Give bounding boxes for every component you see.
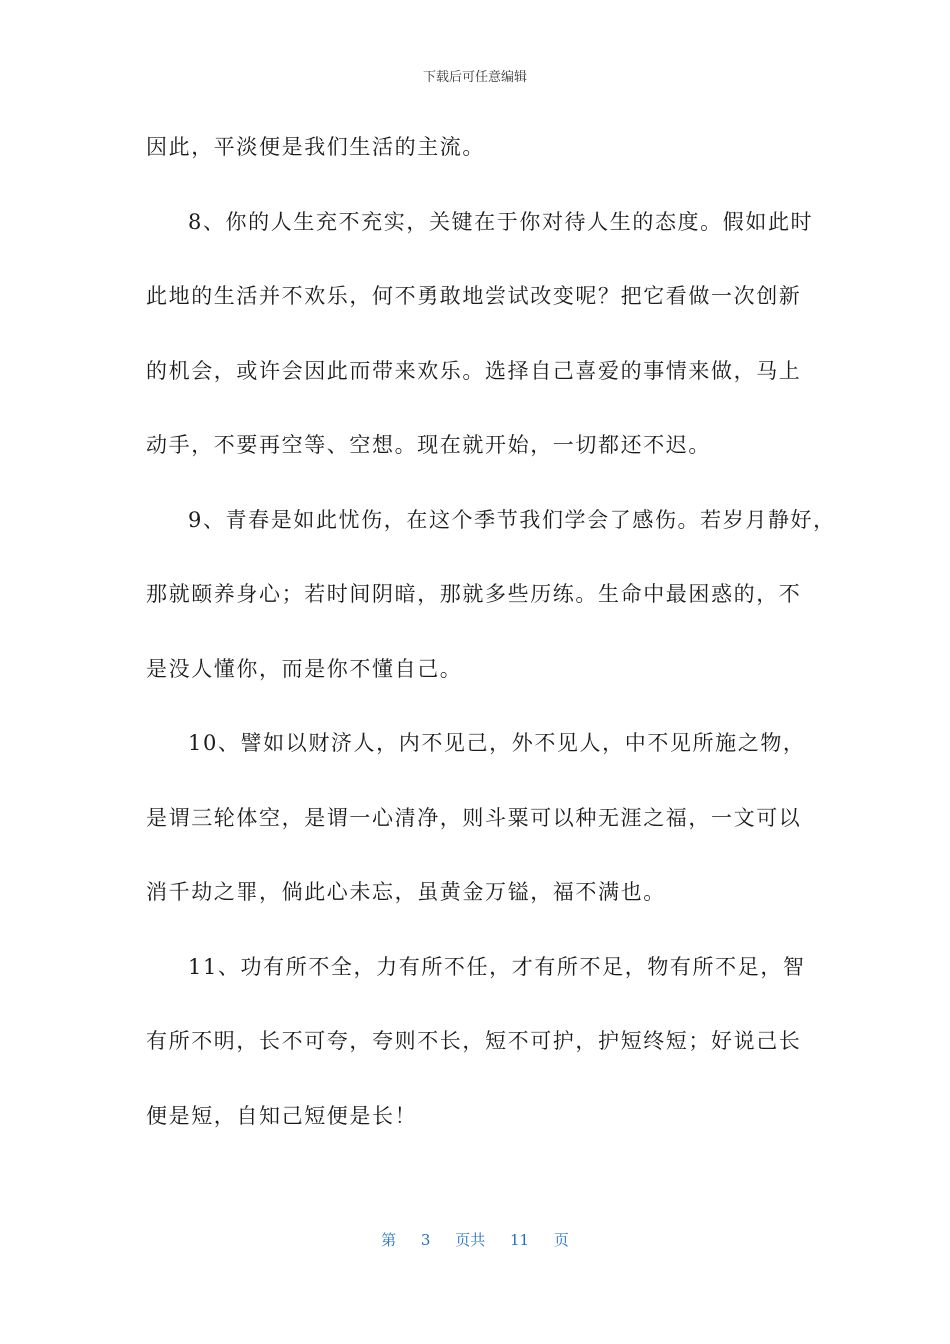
page-header-note: 下载后可任意编辑: [422, 70, 527, 85]
paragraph-line: 有所不明，长不可夸，夸则不长，短不可护，护短终短；好说己长: [146, 1029, 802, 1053]
paragraph-line: 8、你的人生充不充实，关键在于你对待人生的态度。假如此时: [188, 209, 814, 234]
paragraph-line: 此地的生活并不欢乐，何不勇敢地尝试改变呢？把它看做一次创新: [146, 284, 802, 308]
total-page-count: 11: [510, 1231, 530, 1249]
paragraph-line: 是没人懂你，而是你不懂自己。: [146, 656, 463, 681]
paragraph-line: 因此，平淡便是我们生活的主流。: [146, 135, 485, 159]
current-page-number: 3: [420, 1231, 431, 1249]
paragraph-line: 便是短，自知己短便是长！: [146, 1103, 418, 1128]
paragraph-line: 11、功有所不全，力有所不任，才有所不足，物有所不足，智: [188, 954, 806, 979]
paragraph-line: 的机会，或许会因此而带来欢乐。选择自己喜爱的事情来做，马上: [146, 358, 802, 383]
page-number-footer: [0, 1229, 950, 1250]
footer-suffix: 页: [553, 1231, 569, 1249]
paragraph-line: 那就颐养身心；若时间阴暗，那就多些历练。生命中最困惑的，不: [146, 582, 802, 606]
paragraph-line: 9、青春是如此忧伤，在这个季节我们学会了感伤。若岁月静好，: [188, 507, 836, 532]
paragraph-line: 是谓三轮体空，是谓一心清净，则斗粟可以种无涯之福，一文可以: [146, 805, 802, 830]
paragraph-line: 消千劫之罪，倘此心未忘，虽黄金万镒，福不满也。: [146, 880, 666, 904]
footer-prefix: 第: [381, 1231, 397, 1249]
paragraph-line: 10、譬如以财济人，内不见己，外不见人，中不见所施之物，: [188, 731, 806, 755]
document-body: [146, 128, 836, 1171]
paragraph-line: 动手，不要再空等、空想。现在就开始，一切都还不迟。: [146, 433, 711, 457]
footer-middle: 页共: [455, 1231, 486, 1249]
